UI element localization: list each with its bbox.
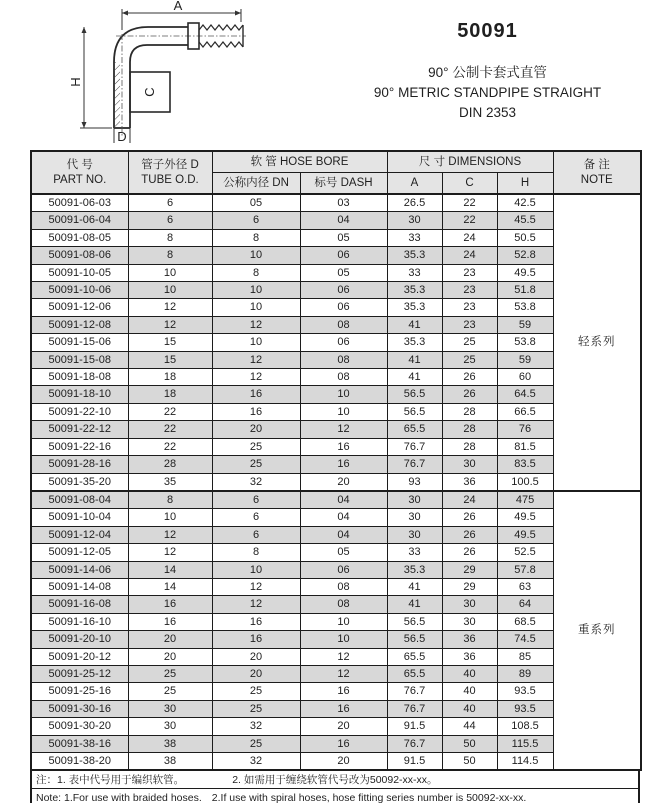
page-title: 50091 [457, 20, 518, 42]
table-row [31, 648, 641, 665]
cell-dn: 10 [212, 299, 300, 316]
footnote-en: Note: 1.For use with braided hoses. 2.If use with spiral hoses, hose fitting series number is 50092-xx-xx. [36, 791, 527, 803]
cell-tube-od: 10 [128, 264, 212, 281]
cell-dn: 12 [212, 369, 300, 386]
cell-dim-c: 25 [442, 351, 497, 368]
cell-tube-od: 12 [128, 544, 212, 561]
cell-dim-a: 76.7 [387, 456, 442, 473]
table-row [31, 561, 641, 578]
cell-dn: 8 [212, 264, 300, 281]
cell-dim-c: 26 [442, 509, 497, 526]
cell-dim-c: 23 [442, 316, 497, 333]
cell-tube-od: 6 [128, 212, 212, 229]
cell-part-no: 50091-16-08 [31, 596, 128, 613]
table-row [31, 700, 641, 717]
cell-part-no: 50091-06-03 [31, 194, 128, 212]
cell-part-no: 50091-10-05 [31, 264, 128, 281]
dim-label-a: A [173, 0, 183, 13]
dim-label-h: H [68, 77, 83, 87]
cell-dim-c: 30 [442, 613, 497, 630]
cell-dim-a: 65.5 [387, 648, 442, 665]
cell-dim-h: 45.5 [497, 212, 553, 229]
cell-dn: 25 [212, 438, 300, 455]
cell-dn: 6 [212, 491, 300, 509]
cell-dash: 12 [300, 648, 387, 665]
cell-part-no: 50091-06-04 [31, 212, 128, 229]
cell-dim-h: 114.5 [497, 753, 553, 771]
cell-dim-c: 50 [442, 735, 497, 752]
cell-dash: 05 [300, 544, 387, 561]
cell-dn: 12 [212, 596, 300, 613]
footnotes [30, 771, 640, 803]
cell-dim-a: 30 [387, 491, 442, 509]
cell-dash: 16 [300, 700, 387, 717]
cell-tube-od: 16 [128, 596, 212, 613]
cell-part-no: 50091-18-10 [31, 386, 128, 403]
cell-tube-od: 18 [128, 369, 212, 386]
cell-part-no: 50091-22-16 [31, 438, 128, 455]
cell-dn: 20 [212, 421, 300, 438]
cell-dim-a: 35.3 [387, 282, 442, 299]
cell-dash: 08 [300, 316, 387, 333]
cell-dash: 05 [300, 264, 387, 281]
cell-dn: 12 [212, 578, 300, 595]
cell-dash: 04 [300, 526, 387, 543]
subtitle-zh: 90° 公制卡套式直管 [428, 65, 547, 80]
table-row [31, 718, 641, 735]
cell-dash: 08 [300, 596, 387, 613]
cell-dim-c: 23 [442, 299, 497, 316]
cell-part-no: 50091-12-08 [31, 316, 128, 333]
dim-label-c: C [142, 87, 157, 97]
cell-dn: 05 [212, 194, 300, 212]
cell-dash: 04 [300, 509, 387, 526]
cell-part-no: 50091-20-12 [31, 648, 128, 665]
table-header [31, 151, 641, 194]
cell-dim-c: 36 [442, 648, 497, 665]
parts-table-wrap [30, 150, 644, 803]
table-row [31, 229, 641, 246]
cell-dash: 20 [300, 473, 387, 491]
table-row [31, 613, 641, 630]
cell-tube-od: 35 [128, 473, 212, 491]
table-row [31, 578, 641, 595]
table-row [31, 282, 641, 299]
cell-dim-a: 41 [387, 369, 442, 386]
cell-dn: 8 [212, 544, 300, 561]
cell-tube-od: 8 [128, 229, 212, 246]
cell-dim-c: 40 [442, 665, 497, 682]
cell-dim-h: 60 [497, 369, 553, 386]
cell-dash: 16 [300, 456, 387, 473]
cell-dn: 32 [212, 753, 300, 771]
dim-label-d: D [117, 129, 127, 144]
table-row [31, 421, 641, 438]
cell-dn: 6 [212, 526, 300, 543]
cell-dim-c: 26 [442, 544, 497, 561]
cell-part-no: 50091-22-12 [31, 421, 128, 438]
cell-tube-od: 30 [128, 700, 212, 717]
cell-dash: 10 [300, 613, 387, 630]
cell-tube-od: 12 [128, 299, 212, 316]
cell-part-no: 50091-22-10 [31, 403, 128, 420]
cell-dim-h: 66.5 [497, 403, 553, 420]
cell-dim-a: 30 [387, 509, 442, 526]
cell-dim-c: 25 [442, 334, 497, 351]
cell-dim-h: 100.5 [497, 473, 553, 491]
fitting-diagram [36, 0, 254, 146]
cell-dash: 16 [300, 438, 387, 455]
table-row [31, 596, 641, 613]
cell-part-no: 50091-08-05 [31, 229, 128, 246]
cell-dn: 10 [212, 247, 300, 264]
cell-dash: 06 [300, 282, 387, 299]
cell-dn: 16 [212, 403, 300, 420]
cell-tube-od: 25 [128, 683, 212, 700]
cell-tube-od: 12 [128, 526, 212, 543]
cell-dim-a: 56.5 [387, 403, 442, 420]
cell-dn: 25 [212, 735, 300, 752]
cell-dn: 20 [212, 665, 300, 682]
cell-dim-a: 91.5 [387, 718, 442, 735]
col-header-dn: 公称内径 DN [212, 173, 300, 195]
cell-dim-h: 57.8 [497, 561, 553, 578]
cell-dash: 12 [300, 665, 387, 682]
cell-dash: 06 [300, 247, 387, 264]
cell-dim-h: 51.8 [497, 282, 553, 299]
cell-dim-h: 93.5 [497, 683, 553, 700]
cell-tube-od: 10 [128, 282, 212, 299]
cell-dim-c: 24 [442, 491, 497, 509]
cell-part-no: 50091-12-06 [31, 299, 128, 316]
cell-tube-od: 28 [128, 456, 212, 473]
cell-dim-a: 35.3 [387, 561, 442, 578]
cell-dim-c: 24 [442, 247, 497, 264]
cell-dash: 08 [300, 369, 387, 386]
cell-dim-a: 33 [387, 264, 442, 281]
cell-tube-od: 22 [128, 403, 212, 420]
table-row [31, 509, 641, 526]
table-row [31, 683, 641, 700]
col-header-dim-a: A [387, 173, 442, 195]
subtitle-en: 90° METRIC STANDPIPE STRAIGHT [373, 85, 602, 100]
cell-dim-a: 33 [387, 544, 442, 561]
cell-part-no: 50091-18-08 [31, 369, 128, 386]
cell-dim-h: 64 [497, 596, 553, 613]
cell-dn: 6 [212, 509, 300, 526]
cell-dim-c: 36 [442, 473, 497, 491]
cell-tube-od: 22 [128, 421, 212, 438]
cell-dash: 04 [300, 212, 387, 229]
table-row [31, 403, 641, 420]
cell-dim-a: 35.3 [387, 334, 442, 351]
cell-dn: 16 [212, 613, 300, 630]
cell-dim-h: 64.5 [497, 386, 553, 403]
table-row [31, 264, 641, 281]
cell-dim-h: 81.5 [497, 438, 553, 455]
cell-tube-od: 8 [128, 491, 212, 509]
cell-dn: 25 [212, 456, 300, 473]
cell-dim-c: 28 [442, 421, 497, 438]
series-note: 重系列 [553, 491, 641, 771]
cell-dim-c: 28 [442, 403, 497, 420]
cell-tube-od: 8 [128, 247, 212, 264]
cell-part-no: 50091-30-16 [31, 700, 128, 717]
cell-dim-c: 50 [442, 753, 497, 771]
cell-tube-od: 15 [128, 351, 212, 368]
cell-dash: 06 [300, 561, 387, 578]
cell-dn: 12 [212, 351, 300, 368]
cell-dash: 10 [300, 631, 387, 648]
cell-dim-a: 41 [387, 578, 442, 595]
cell-part-no: 50091-14-06 [31, 561, 128, 578]
cell-dim-c: 23 [442, 264, 497, 281]
cell-dim-h: 52.5 [497, 544, 553, 561]
cell-tube-od: 18 [128, 386, 212, 403]
cell-dim-h: 42.5 [497, 194, 553, 212]
cell-dim-h: 115.5 [497, 735, 553, 752]
cell-dash: 03 [300, 194, 387, 212]
cell-dim-a: 76.7 [387, 700, 442, 717]
cell-dn: 20 [212, 648, 300, 665]
cell-dim-c: 26 [442, 386, 497, 403]
cell-dim-h: 52.8 [497, 247, 553, 264]
cell-dim-h: 89 [497, 665, 553, 682]
col-header-part-no: 代 号 PART NO. [31, 151, 128, 194]
cell-part-no: 50091-25-12 [31, 665, 128, 682]
cell-dn: 12 [212, 316, 300, 333]
cell-tube-od: 20 [128, 648, 212, 665]
cell-dim-c: 26 [442, 369, 497, 386]
cell-dim-c: 22 [442, 194, 497, 212]
cell-dim-c: 40 [442, 700, 497, 717]
table-row [31, 665, 641, 682]
cell-dn: 16 [212, 386, 300, 403]
cell-dim-a: 41 [387, 316, 442, 333]
table-row [31, 438, 641, 455]
cell-part-no: 50091-08-04 [31, 491, 128, 509]
cell-dim-a: 76.7 [387, 735, 442, 752]
table-row [31, 544, 641, 561]
cell-tube-od: 10 [128, 509, 212, 526]
col-group-hose-bore: 软 管 HOSE BORE [212, 151, 387, 173]
cell-dn: 25 [212, 700, 300, 717]
cell-tube-od: 30 [128, 718, 212, 735]
cell-dim-h: 59 [497, 316, 553, 333]
cell-part-no: 50091-38-16 [31, 735, 128, 752]
cell-dim-a: 91.5 [387, 753, 442, 771]
cell-dash: 20 [300, 718, 387, 735]
cell-dash: 06 [300, 334, 387, 351]
cell-dim-a: 35.3 [387, 247, 442, 264]
cell-part-no: 50091-12-05 [31, 544, 128, 561]
table-row [31, 491, 641, 509]
cell-dash: 20 [300, 753, 387, 771]
cell-dim-c: 40 [442, 683, 497, 700]
col-group-dimensions: 尺 寸 DIMENSIONS [387, 151, 553, 173]
cell-dash: 10 [300, 403, 387, 420]
cell-dim-a: 93 [387, 473, 442, 491]
cell-dim-a: 76.7 [387, 438, 442, 455]
cell-dim-a: 65.5 [387, 665, 442, 682]
cell-dim-c: 29 [442, 561, 497, 578]
cell-dim-h: 74.5 [497, 631, 553, 648]
cell-dim-h: 76 [497, 421, 553, 438]
table-row [31, 386, 641, 403]
cell-dim-h: 68.5 [497, 613, 553, 630]
cell-part-no: 50091-35-20 [31, 473, 128, 491]
cell-part-no: 50091-25-16 [31, 683, 128, 700]
cell-dim-c: 29 [442, 578, 497, 595]
cell-dim-c: 22 [442, 212, 497, 229]
cell-part-no: 50091-15-08 [31, 351, 128, 368]
cell-tube-od: 6 [128, 194, 212, 212]
cell-dim-a: 35.3 [387, 299, 442, 316]
cell-part-no: 50091-16-10 [31, 613, 128, 630]
table-row [31, 526, 641, 543]
table-row [31, 473, 641, 491]
cell-dim-a: 41 [387, 596, 442, 613]
title-block [335, 20, 640, 123]
cell-dim-h: 59 [497, 351, 553, 368]
cell-dim-c: 36 [442, 631, 497, 648]
cell-dn: 8 [212, 229, 300, 246]
table-row [31, 334, 641, 351]
cell-dash: 08 [300, 578, 387, 595]
cell-dash: 05 [300, 229, 387, 246]
cell-dim-h: 108.5 [497, 718, 553, 735]
cell-part-no: 50091-38-20 [31, 753, 128, 771]
fitting-drawing [36, 0, 254, 146]
table-row [31, 212, 641, 229]
cell-tube-od: 20 [128, 631, 212, 648]
cell-part-no: 50091-15-06 [31, 334, 128, 351]
cell-dim-c: 44 [442, 718, 497, 735]
col-header-tube-od: 管子外径 D TUBE O.D. [128, 151, 212, 194]
cell-dash: 16 [300, 735, 387, 752]
cell-part-no: 50091-10-04 [31, 509, 128, 526]
cell-tube-od: 12 [128, 316, 212, 333]
cell-dim-c: 30 [442, 596, 497, 613]
cell-dash: 04 [300, 491, 387, 509]
cell-tube-od: 14 [128, 561, 212, 578]
cell-dn: 16 [212, 631, 300, 648]
series-note: 轻系列 [553, 194, 641, 491]
table-row [31, 299, 641, 316]
cell-dim-a: 65.5 [387, 421, 442, 438]
cell-dim-h: 83.5 [497, 456, 553, 473]
cell-dim-c: 28 [442, 438, 497, 455]
table-row [31, 351, 641, 368]
cell-dim-h: 475 [497, 491, 553, 509]
cell-dim-a: 30 [387, 212, 442, 229]
col-header-dim-h: H [497, 173, 553, 195]
cell-dim-c: 30 [442, 456, 497, 473]
cell-dim-c: 26 [442, 526, 497, 543]
cell-dn: 10 [212, 334, 300, 351]
cell-dim-c: 24 [442, 229, 497, 246]
cell-dn: 25 [212, 683, 300, 700]
standard-ref: DIN 2353 [458, 105, 517, 120]
cell-dim-c: 23 [442, 282, 497, 299]
cell-dash: 08 [300, 351, 387, 368]
col-header-dim-c: C [442, 173, 497, 195]
cell-dim-h: 53.8 [497, 299, 553, 316]
cell-dim-h: 63 [497, 578, 553, 595]
cell-dash: 10 [300, 386, 387, 403]
cell-dim-h: 85 [497, 648, 553, 665]
cell-dim-h: 93.5 [497, 700, 553, 717]
table-row [31, 735, 641, 752]
cell-part-no: 50091-10-06 [31, 282, 128, 299]
col-header-note: 备 注 NOTE [553, 151, 641, 194]
cell-part-no: 50091-14-08 [31, 578, 128, 595]
cell-dim-a: 76.7 [387, 683, 442, 700]
cell-dim-h: 49.5 [497, 526, 553, 543]
cell-dim-a: 41 [387, 351, 442, 368]
cell-dash: 16 [300, 683, 387, 700]
table-row [31, 194, 641, 212]
table-row [31, 753, 641, 771]
table-row [31, 316, 641, 333]
cell-dim-a: 56.5 [387, 386, 442, 403]
cell-dn: 32 [212, 473, 300, 491]
cell-part-no: 50091-20-10 [31, 631, 128, 648]
cell-dim-h: 49.5 [497, 509, 553, 526]
cell-dn: 10 [212, 561, 300, 578]
cell-tube-od: 14 [128, 578, 212, 595]
cell-dim-a: 30 [387, 526, 442, 543]
table-row [31, 369, 641, 386]
table-row [31, 456, 641, 473]
cell-part-no: 50091-30-20 [31, 718, 128, 735]
parts-table-body [31, 194, 641, 770]
cell-dim-h: 49.5 [497, 264, 553, 281]
cell-dn: 10 [212, 282, 300, 299]
cell-tube-od: 22 [128, 438, 212, 455]
cell-dim-h: 50.5 [497, 229, 553, 246]
cell-tube-od: 25 [128, 665, 212, 682]
cell-dim-a: 56.5 [387, 631, 442, 648]
cell-tube-od: 38 [128, 753, 212, 771]
cell-tube-od: 38 [128, 735, 212, 752]
cell-part-no: 50091-12-04 [31, 526, 128, 543]
cell-tube-od: 16 [128, 613, 212, 630]
cell-dash: 12 [300, 421, 387, 438]
cell-tube-od: 15 [128, 334, 212, 351]
footnote-zh: 注：1. 表中代号用于编织软管。 2. 如需用于缠绕软管代号改为50092-xx-xx。 [32, 771, 638, 789]
table-row [31, 631, 641, 648]
cell-part-no: 50091-08-06 [31, 247, 128, 264]
cell-dash: 06 [300, 299, 387, 316]
table-row [31, 247, 641, 264]
cell-dn: 6 [212, 212, 300, 229]
cell-dim-a: 56.5 [387, 613, 442, 630]
cell-part-no: 50091-28-16 [31, 456, 128, 473]
cell-dn: 32 [212, 718, 300, 735]
parts-table [30, 150, 642, 771]
cell-dim-a: 26.5 [387, 194, 442, 212]
cell-dim-h: 53.8 [497, 334, 553, 351]
cell-dim-a: 33 [387, 229, 442, 246]
col-header-dash: 标号 DASH [300, 173, 387, 195]
